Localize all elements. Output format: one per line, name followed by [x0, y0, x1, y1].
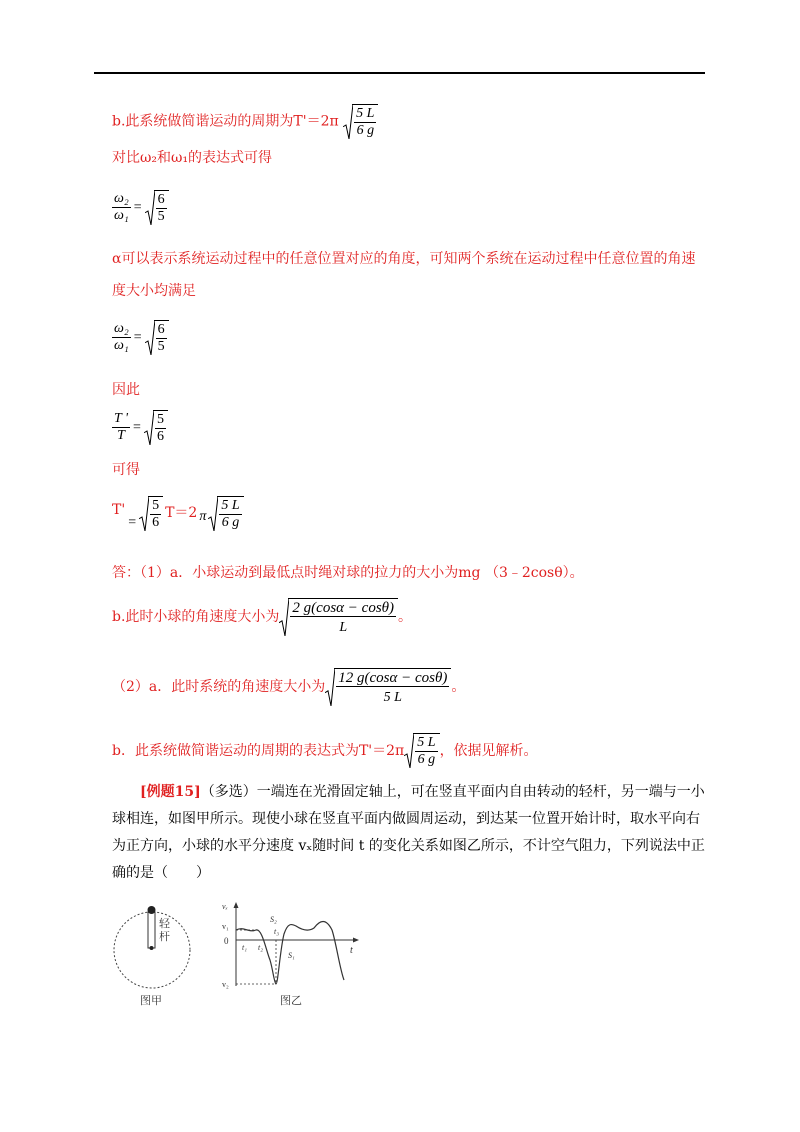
- obtain-text: 可得: [112, 462, 140, 478]
- ratio2-lhs-den: ω₁: [114, 338, 129, 353]
- answer-b1-num: 2 g(cosα − cosθ): [292, 600, 395, 616]
- ratio2-rhs-den: 5: [157, 339, 165, 354]
- origin-label: 0: [224, 936, 229, 946]
- answer-a2-num: 12 g(cosα − cosθ): [338, 670, 448, 686]
- answer-b2-den: 6 g: [417, 752, 436, 767]
- ratio3-sqrt: [144, 410, 168, 445]
- result-num: 5 L: [221, 498, 240, 513]
- result-eq: =: [128, 515, 137, 530]
- figure-a: [108, 900, 208, 1010]
- x-axis-arrow: [353, 938, 359, 943]
- ratio1-rhs-num: 6: [157, 192, 165, 207]
- result-sqrt-1: [139, 496, 163, 531]
- answer-a2-prefix: （2）a．此时系统的角速度大小为: [112, 679, 326, 695]
- ratio3-lhs-num: T ': [114, 411, 129, 426]
- ratio3-rhs-den: 6: [156, 429, 164, 444]
- header-rule: [94, 72, 705, 74]
- y-axis-arrow: [234, 902, 239, 908]
- s2-label: S₂: [270, 915, 277, 924]
- result-tprime: T': [112, 502, 126, 518]
- answer-b1-den: L: [339, 620, 348, 635]
- ratio1-sqrt: [145, 190, 169, 225]
- ratio3-rhs-num: 5: [156, 412, 164, 427]
- ratio3-lhs-den: T: [117, 428, 125, 443]
- answer-a2-suffix: 。: [451, 679, 466, 695]
- period-sqrt: [343, 104, 378, 139]
- result-t-eq: T＝2: [165, 505, 198, 521]
- ratio-1: $\frac{\text{ω₂}}{\text{ω₁}}$ = $\frac{6}{5}$: [112, 190, 169, 225]
- answer-b1: [112, 598, 412, 636]
- ratio2-rhs-num: 6: [157, 322, 165, 337]
- ratio2-sqrt: [145, 320, 169, 355]
- answer-b2-sqrt: [404, 733, 439, 768]
- result-sqrt-2: [208, 496, 243, 531]
- rod-label-2: 杆: [159, 930, 170, 943]
- v2-label: v₂: [222, 980, 229, 989]
- answer-b1-prefix: b.此时小球的角速度大小为: [112, 609, 280, 625]
- t3-label: t₃: [274, 927, 280, 936]
- answer-b1-sqrt: [279, 598, 398, 636]
- rod-label-1: 轻: [159, 917, 170, 930]
- alpha-line-1: α可以表示系统运动过程中的任意位置对应的角度，可知两个系统在运动过程中任意位置的角速: [112, 251, 696, 267]
- period-line: [112, 104, 378, 139]
- answer-b2-num: 5 L: [417, 735, 436, 750]
- x-axis-label: t: [350, 945, 353, 956]
- answer-b2-prefix: b．此系统做简谐运动的周期的表达式为T'＝2π: [112, 742, 405, 759]
- ratio1-lhs-num: ω₂: [114, 191, 129, 206]
- s1-label: S₁: [288, 951, 295, 960]
- answer-b1-suffix: 。: [398, 609, 413, 625]
- fig-b-caption: 图乙: [280, 994, 302, 1007]
- answer-b2-suffix: ，依据见解析。: [439, 742, 538, 759]
- y-axis-label: vₓ: [222, 902, 228, 911]
- ball-icon: [148, 906, 156, 914]
- ratio1-rhs-den: 5: [157, 209, 165, 224]
- result-pi: π: [199, 509, 207, 524]
- t2-label: t₂: [258, 943, 264, 952]
- figure-b: [216, 900, 366, 1010]
- example-15-body: （多选）一端连在光滑固定轴上，可在竖直平面内自由转动的轻杆，另一端与一小球相连，如图甲所示。现使小球在竖直平面内做圆周运动，到达某一位置开始计时，取水平向右为正方向，小球的水平分速度 vₓ随时间 t 的变化关系如图乙所示，不计空气阻力，下列说法中正确的是（ ）: [112, 784, 705, 881]
- period-den: 6 g: [356, 123, 375, 138]
- answer-a2-den: 5 L: [383, 690, 402, 705]
- period-num: 5 L: [356, 106, 375, 121]
- result-frac-den: 6: [152, 515, 160, 530]
- result-line: [112, 496, 244, 531]
- answer-a2: [112, 668, 465, 706]
- ratio1-lhs-den: ω₁: [114, 208, 129, 223]
- v1-label: v₁: [222, 922, 229, 931]
- ratio2-lhs-num: ω₂: [114, 321, 129, 336]
- result-den: 6 g: [221, 515, 240, 530]
- ratio-3: $\frac{T '}{T}$ = $\frac{5}{6}$: [112, 410, 168, 445]
- alpha-line-2: 度大小均满足: [112, 283, 196, 299]
- result-frac-num: 5: [152, 498, 160, 513]
- compare-text: 对比ω₂和ω₁的表达式可得: [112, 150, 273, 166]
- answer-a1: 答：（1）a．小球运动到最低点时绳对球的拉力的大小为mg （3﹣2cosθ）。: [112, 565, 584, 581]
- fig-a-caption: 图甲: [140, 994, 162, 1007]
- light-rod: [148, 912, 155, 948]
- axle-icon: [150, 946, 154, 950]
- ratio-2: $\frac{\text{ω₂}}{\text{ω₁}}$ = $\frac{6}{5}$: [112, 320, 169, 355]
- example-15-label: [例题15]: [140, 784, 201, 800]
- period-text: b.此系统做简谐运动的周期为T'＝2π: [112, 113, 339, 130]
- answer-b2: [112, 733, 538, 768]
- example-15: [112, 779, 707, 887]
- answer-a2-sqrt: [325, 668, 451, 706]
- therefore-text: 因此: [112, 382, 140, 398]
- t1-label: t₁: [242, 943, 248, 952]
